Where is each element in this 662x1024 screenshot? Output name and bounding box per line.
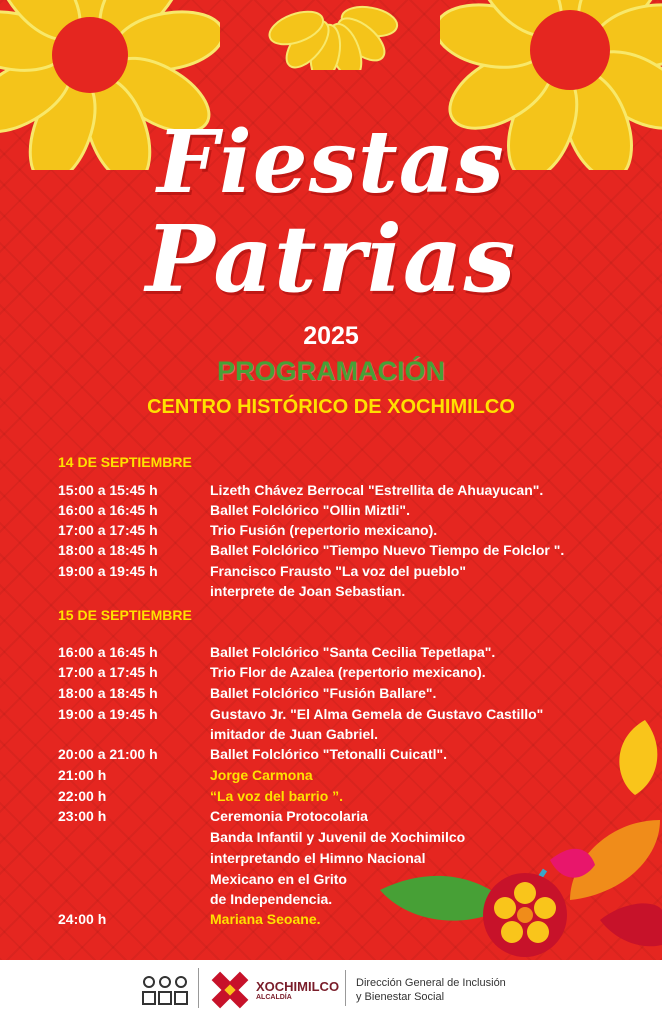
event-name: Ballet Folclórico "Ollin Miztli". [210,502,410,518]
event-name: Trio Fusión (repertorio mexicano). [210,522,438,538]
programacion-heading: PROGRAMACIÓN [217,356,445,386]
event-name: Banda Infantil y Juvenil de Xochimilco [210,829,466,845]
event-name: Mexicano en el Grito [210,871,347,887]
event-time: 24:00 h [58,911,107,927]
event-name: Ballet Folclórico "Tiempo Nuevo Tiempo de Folclor ". [210,542,565,558]
event-year: 2025 [303,322,359,350]
footer-divider [345,970,346,1006]
department-name-line2: y Bienestar Social [356,991,445,1003]
event-name: Ceremonia Protocolaria [210,808,368,824]
event-name-highlight: Mariana Seoane. [210,911,321,927]
event-time: 23:00 h [58,808,107,824]
event-name: Francisco Frausto "La voz del pueblo" [210,563,466,579]
footer-divider [198,968,199,1008]
event-time: 18:00 a 18:45 h [58,685,158,701]
alcaldia-subtitle: ALCALDÍA [256,994,292,1001]
event-name-highlight: “La voz del barrio ”. [210,788,344,804]
xochimilco-logo-icon [208,968,252,1012]
event-time: 16:00 a 16:45 h [58,502,158,518]
event-time: 19:00 a 19:45 h [58,563,158,579]
community-emblem-icon [140,974,190,1008]
event-time: 16:00 a 16:45 h [58,644,158,660]
title-fiestas: Fiestas [157,112,505,213]
event-time: 17:00 a 17:45 h [58,522,158,538]
event-name: Ballet Folclórico "Tetonalli Cuicatl". [210,746,448,762]
event-time: 22:00 h [58,788,107,804]
event-name: Gustavo Jr. "El Alma Gemela de Gustavo Castillo" [210,706,544,722]
event-name-highlight: Jorge Carmona [210,767,313,783]
alcaldia-name: XOCHIMILCO [256,979,340,994]
event-name: Lizeth Chávez Berrocal "Estrellita de Ahuayucan". [210,482,544,498]
venue-heading: CENTRO HISTÓRICO DE XOCHIMILCO [147,396,515,418]
event-time: 20:00 a 21:00 h [58,746,158,762]
event-name: Ballet Folclórico "Fusión Ballare". [210,685,437,701]
event-time: 19:00 a 19:45 h [58,706,158,722]
day-label-15: 15 DE SEPTIEMBRE [58,607,192,623]
event-name: imitador de Juan Gabriel. [210,726,379,742]
event-name: de Independencia. [210,891,333,907]
sun-flower-center-decoration [262,0,402,70]
day-label-14: 14 DE SEPTIEMBRE [58,454,192,470]
event-time: 18:00 a 18:45 h [58,542,158,558]
department-name-line1: Dirección General de Inclusión [356,977,506,989]
event-time: 21:00 h [58,767,107,783]
event-name: Trio Flor de Azalea (repertorio mexicano). [210,664,486,680]
event-time: 17:00 a 17:45 h [58,664,158,680]
event-name: interprete de Joan Sebastian. [210,583,406,599]
event-name: Ballet Folclórico "Santa Cecilia Tepetlapa". [210,644,496,660]
title-patrias: Patrias [145,205,517,313]
event-name: interpretando el Himno Nacional [210,850,426,866]
event-time: 15:00 a 15:45 h [58,482,158,498]
footer [0,960,662,1024]
